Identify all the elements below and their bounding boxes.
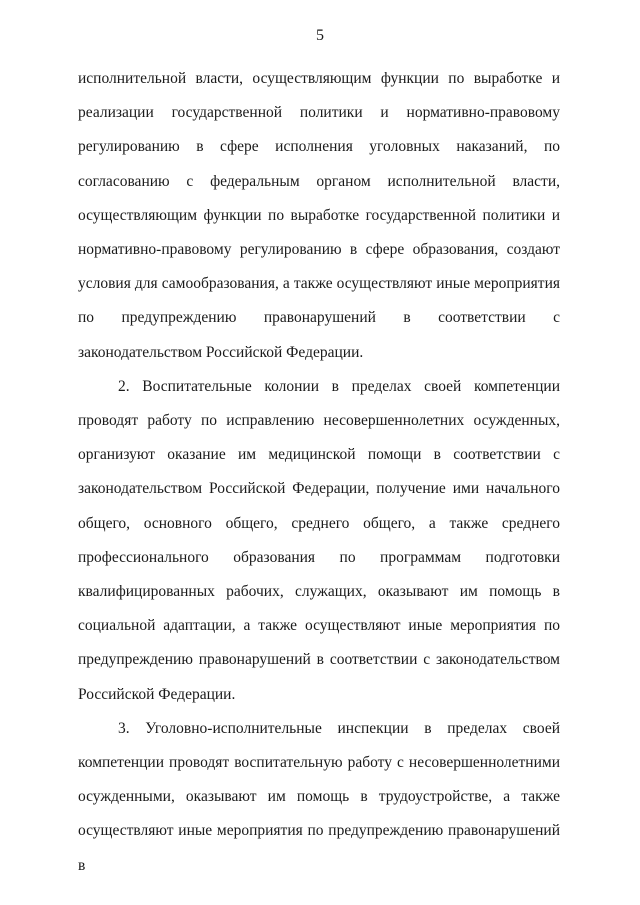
paragraph-continuation: исполнительной власти, осуществляющим функции по выработке и реализации государственной политики и нормативно-правовому регулированию в сфере исполнения уголовных наказаний, по согласованию с федеральным органом исполнительной власти, осуществляющим функции по выработке государственной политики и нормативно-правовому регулированию в сфере образования, создают условия для самообразования, а также осуществляют иные мероприятия по предупреждению правонарушений в соответствии с законодательством Российской Федерации. [78,70,560,361]
document-body [78,62,560,883]
paragraph-3: 3. Уголовно-исполнительные инспекции в пределах своей компетенции проводят воспитательную работу с несовершеннолетними осужденными, оказывают им помощь в трудоустройстве, а также осуществляют иные мероприятия по предупреждению правонарушений в [78,719,560,874]
page-number: 5 [316,27,324,44]
paragraph-2: 2. Воспитательные колонии в пределах своей компетенции проводят работу по исправлению несовершеннолетних осужденных, организуют оказание им медицинской помощи в соответствии с законодательством Российской Федерации, получение ими начального общего, основного общего, среднего общего, а также среднего профессионального образования по программам подготовки квалифицированных рабочих, служащих, оказывают им помощь в социальной адаптации, а также осуществляют иные мероприятия по предупреждению правонарушений в соответствии с законодательством Российской Федерации. [78,377,560,703]
